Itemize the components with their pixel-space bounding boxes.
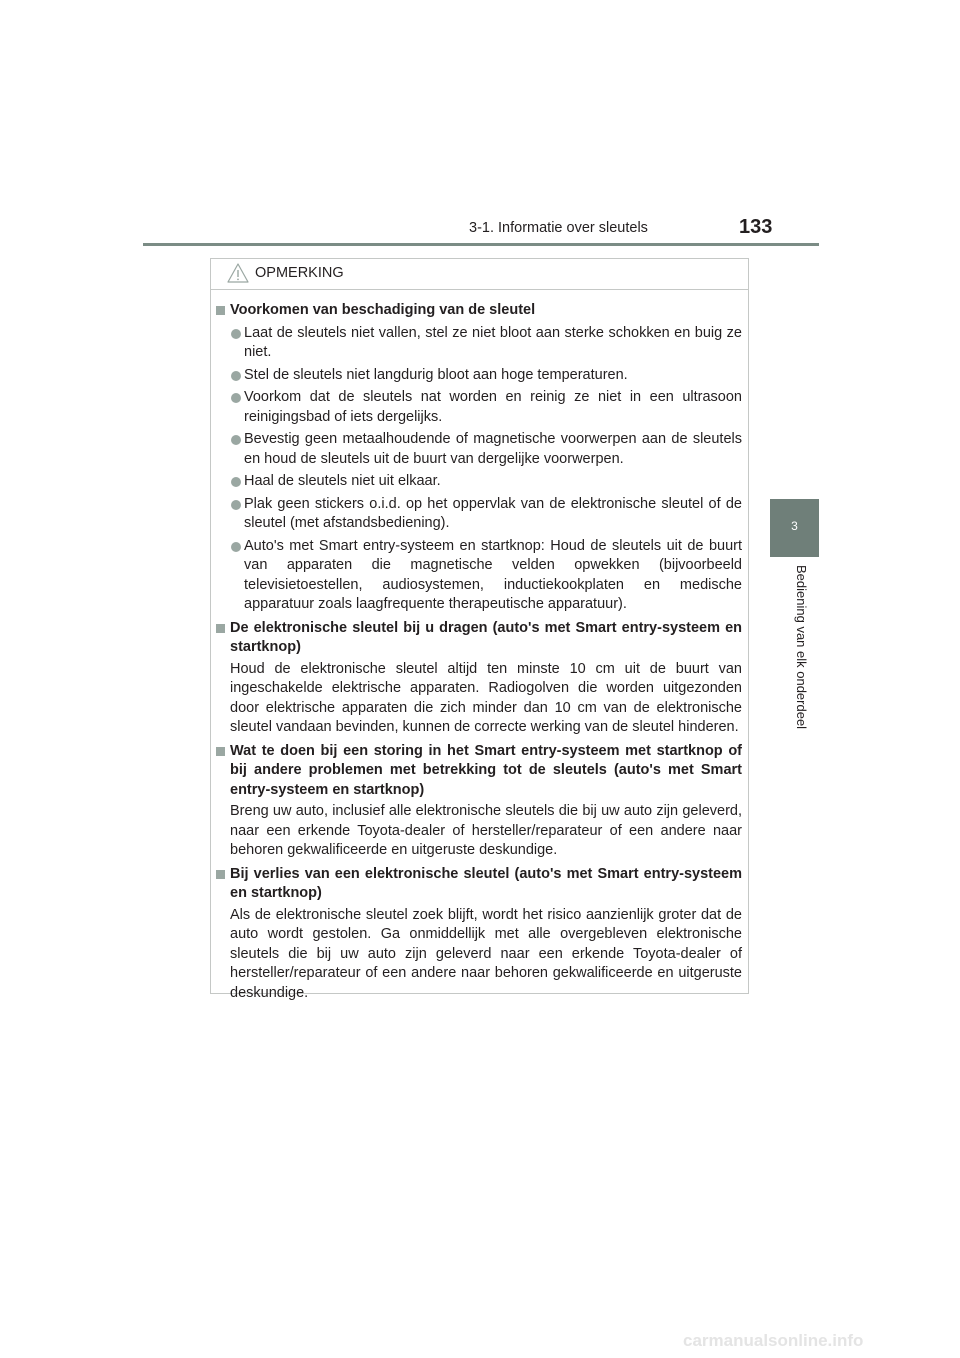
section-paragraph: Breng uw auto, inclusief alle elektronische sleutels die bij uw auto zijn geleverd, naar een erkende Toyota-dealer of hersteller/reparateur of een andere naar behoren gekwalificeerde en uitgeruste deskundige.	[230, 803, 742, 858]
section-title: Wat te doen bij een storing in het Smart entry-systeem met startknop of bij andere problemen met betrekking tot de sleutels (auto's met Smart entry-systeem en startknop)	[230, 742, 742, 798]
bullet-item	[216, 430, 742, 469]
page-number: 133	[739, 216, 773, 238]
bullet-dot-icon	[231, 542, 241, 552]
section-title: Voorkomen van beschadiging van de sleutel	[230, 302, 536, 318]
notice-section	[216, 619, 742, 738]
bullet-item	[216, 388, 742, 427]
notice-header	[211, 259, 748, 290]
bullet-text: Stel de sleutels niet langdurig bloot aan hoge temperaturen.	[244, 366, 628, 383]
bullet-dot-icon	[231, 371, 241, 381]
chapter-number: 3	[791, 519, 798, 533]
notice-section	[216, 865, 742, 1004]
section-square-icon	[216, 306, 225, 315]
section-paragraph: Als de elektronische sleutel zoek blijft, wordt het risico aanzienlijk groter dat de auto wordt gestolen. Ga onmiddellijk met alle overgebleven elektronische sleutels die bij uw auto zijn geleverd naar een erkende Toyota-dealer of hersteller/reparateur of een andere naar behoren gekwalificeerde en uitgeruste deskundige.	[230, 906, 742, 1001]
notice-section	[216, 742, 742, 861]
section-title: Bij verlies van een elektronische sleutel (auto's met Smart entry-systeem en startknop)	[230, 865, 742, 901]
bullet-dot-icon	[231, 477, 241, 487]
bullet-item	[216, 472, 742, 492]
header-divider	[143, 243, 819, 246]
notice-title: OPMERKING	[255, 265, 344, 281]
bullet-text: Bevestig geen metaalhoudende of magnetische voorwerpen aan de sleutels en houd de sleutels uit de buurt van dergelijke voorwerpen.	[244, 431, 742, 467]
bullet-item	[216, 324, 742, 363]
bullet-dot-icon	[231, 435, 241, 445]
section-square-icon	[216, 624, 225, 633]
section-title: De elektronische sleutel bij u dragen (auto's met Smart entry-systeem en startknop)	[230, 619, 742, 655]
bullet-item	[216, 537, 742, 615]
bullet-text: Plak geen stickers o.i.d. op het oppervlak van de elektronische sleutel of de sleutel (met afstandsbediening).	[244, 495, 742, 531]
bullet-text: Laat de sleutels niet vallen, stel ze niet bloot aan sterke schokken en buig ze niet.	[244, 324, 742, 360]
section-square-icon	[216, 747, 225, 756]
header-section-title: 3-1. Informatie over sleutels	[469, 220, 648, 236]
notice-section	[216, 301, 742, 615]
section-square-icon	[216, 870, 225, 879]
warning-triangle-icon	[227, 263, 249, 283]
bullet-text: Haal de sleutels niet uit elkaar.	[244, 473, 441, 489]
chapter-label: Bediening van elk onderdeel	[794, 565, 809, 730]
watermark-logo	[683, 1329, 948, 1351]
svg-text:carmanualsonline.info: carmanualsonline.info	[683, 1331, 864, 1350]
notice-box	[210, 258, 749, 1001]
bullet-dot-icon	[231, 329, 241, 339]
section-paragraph: Houd de elektronische sleutel altijd ten minste 10 cm uit de buurt van ingeschakelde elektrische apparaten. Radiogolven die worden uitgezonden door elektrische apparaten die zich minder dan 10 cm van de elektronische sleutel vandaan bevinden, kunnen de correcte werking van de sleutel hinderen.	[230, 660, 742, 735]
bullet-dot-icon	[231, 393, 241, 403]
bullet-text: Voorkom dat de sleutels nat worden en reinig ze niet in een ultrasoon reinigingsbad of iets dergelijks.	[244, 389, 742, 425]
bullet-text: Auto's met Smart entry-systeem en startknop: Houd de sleutels uit de buurt van apparaten die magnetische velden opwekken (bijvoorbeeld televisietoestellen, audiosystemen, inductiekookplaten en medische apparatuur zoals laagfrequente therapeutische apparatuur).	[244, 537, 742, 612]
bullet-item	[216, 366, 742, 386]
chapter-tab	[770, 499, 819, 557]
bullet-item	[216, 495, 742, 534]
notice-body	[211, 290, 748, 1003]
bullet-dot-icon	[231, 500, 241, 510]
